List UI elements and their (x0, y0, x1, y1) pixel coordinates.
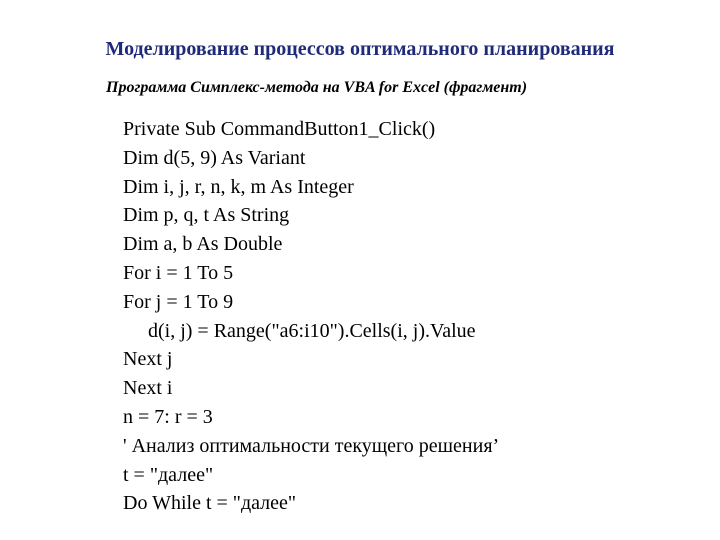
code-line: Dim i, j, r, n, k, m As Integer (123, 175, 354, 198)
code-listing (123, 115, 499, 518)
code-line: t = "далее" (123, 463, 214, 486)
code-line: Private Sub CommandButton1_Click() (123, 118, 436, 140)
code-line: ' Анализ оптимальности текущего решения’ (123, 434, 500, 457)
code-line: Next i (123, 377, 173, 400)
code-line: d(i, j) = Range("a6:i10").Cells(i, j).Value (148, 319, 476, 342)
code-line: Do While t = "далее" (123, 492, 297, 515)
slide-subtitle: Программа Симплекс-метода на VBA for Excel (фрагмент) (106, 79, 528, 96)
code-line: Dim p, q, t As String (123, 204, 290, 227)
code-line: n = 7: r = 3 (123, 405, 213, 428)
code-line: Next j (123, 348, 173, 371)
code-line: Dim d(5, 9) As Variant (123, 146, 306, 169)
slide-title: Моделирование процессов оптимального планирования (105, 38, 615, 60)
code-line: Dim a, b As Double (123, 233, 283, 256)
code-line: For i = 1 To 5 (123, 261, 234, 284)
code-line: For j = 1 To 9 (123, 290, 234, 313)
